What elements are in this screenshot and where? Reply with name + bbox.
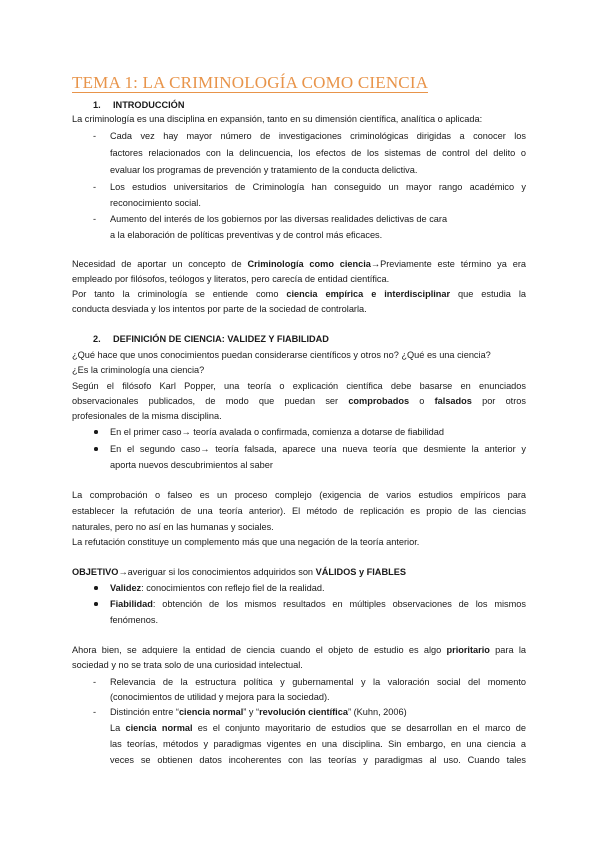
bullet-dot [94, 430, 98, 434]
relevancia-line-1: Relevancia de la estructura política y gubernamental y la valoración social del momento [110, 677, 526, 687]
distincion-line: Distinción entre “ciencia normal” y “revolución científica” (Kuhn, 2006) [110, 707, 407, 717]
ciencia-normal-line-3: veces se obtienen datos incoherentes con las teorías y paradigmas al uso. Cuando tales [110, 755, 526, 765]
section-2-heading [93, 334, 329, 344]
section-2-number: 2. [93, 334, 101, 344]
ciencia-normal-line-1: La ciencia normal es el conjunto mayoritario de estudios que se desarrollan en el marco de [110, 723, 526, 733]
section-1-title: INTRODUCCIÓN [113, 100, 185, 110]
question-line-1: ¿Qué hace que unos conocimientos puedan considerarse científicos y otros no? ¿Qué es una ciencia? [72, 350, 491, 360]
ahora-line-2: sociedad y no se trata solo de una curiosidad intelectual. [72, 660, 303, 670]
relevancia-line-2: (conocimientos de utilidad y mejora para la sociedad). [110, 692, 330, 702]
case-2-line-2: aporta nuevos descubrimientos al saber [110, 460, 273, 470]
case-2-line-1: En el segundo caso→ teoría falsada, aparece una nueva teoría que desmiente la anterior y [110, 444, 526, 454]
comprobacion-line-4: La refutación constituye un complemento más que una negación de la teoría anterior. [72, 537, 420, 547]
bullet-1-line-2: factores relacionados con la delincuencia, los efectos de los sistemas de control del delito o [110, 148, 526, 158]
bullet-dot [94, 602, 98, 606]
comprobacion-line-3: naturales, pero no así en las humanas y sociales. [72, 522, 274, 532]
bullet-1-line-1: Cada vez hay mayor número de investigaciones criminológicas dirigidas a conocer los [110, 131, 526, 141]
fiabilidad-line-2: fenómenos. [110, 615, 159, 625]
bullet-2-line-2: reconocimiento social. [110, 198, 201, 208]
section-1-number: 1. [93, 100, 101, 110]
bullet-1-line-3: evaluar los programas de prevención y tratamiento de la conducta delictiva. [110, 165, 418, 175]
paragraph-2-line-4: conducta desviada y los intentos por parte de la sociedad de controlarla. [72, 304, 367, 314]
case-1-line: En el primer caso→ teoría avalada o confirmada, comienza a dotarse de fiabilidad [110, 427, 444, 437]
bullet-3-line-1: Aumento del interés de los gobiernos por las diversas realidades delictivas de cara [110, 214, 448, 224]
comprobacion-line-1: La comprobación o falseo es un proceso complejo (exigencia de varios estudios empíricos para [72, 490, 526, 500]
validez-line: Validez: conocimientos con reflejo fiel de la realidad. [110, 583, 325, 593]
bullet-3-line-2: a la elaboración de políticas preventivas y de control más eficaces. [110, 230, 383, 240]
intro-line: La criminología es una disciplina en expansión, tanto en su dimensión científica, analítica o aplicada: [72, 114, 483, 124]
dash-marker: - [93, 214, 97, 224]
fiabilidad-line-1: Fiabilidad: obtención de los mismos resultados en múltiples observaciones de los mismos [110, 599, 526, 609]
ciencia-normal-line-2: las teorías, métodos y paradigmas vigentes en una disciplina. Sin embargo, en una ciencia a [110, 739, 526, 749]
paragraph-2-line-1: Necesidad de aportar un concepto de Criminología como ciencia→Previamente este término ya era [72, 259, 526, 269]
bullet-dot [94, 447, 98, 451]
comprobacion-line-2: establecer la refutación de una teoría anterior). El método de replicación es propio de las ciencias [72, 506, 526, 516]
dash-marker: - [93, 131, 97, 141]
dash-marker: - [93, 707, 97, 717]
document-title: TEMA 1: LA CRIMINOLOGÍA COMO CIENCIA [72, 73, 429, 92]
popper-line-1: Según el filósofo Karl Popper, una teoría o explicación científica debe basarse en enunciados [72, 381, 526, 391]
paragraph-2-line-2: empleado por filósofos, teólogos y literatos, pero carecía de entidad científica. [72, 274, 390, 284]
question-line-2: ¿Es la criminología una ciencia? [72, 365, 205, 375]
popper-line-3: profesionales de la misma disciplina. [72, 411, 222, 421]
ahora-line-1: Ahora bien, se adquiere la entidad de ciencia cuando el objeto de estudio es algo prioritario para la [72, 645, 526, 655]
bullet-dot [94, 586, 98, 590]
dash-marker: - [93, 677, 97, 687]
paragraph-2-line-3: Por tanto la criminología se entiende como ciencia empírica e interdisciplinar que estudia la [72, 289, 526, 299]
section-2-title: DEFINICIÓN DE CIENCIA: VALIDEZ Y FIABILIDAD [113, 334, 329, 344]
objetivo-line: OBJETIVO→averiguar si los conocimientos adquiridos son VÁLIDOS y FIABLES [72, 567, 406, 577]
popper-line-2: observacionales publicados, de modo que puedan ser comprobados o falsados por otros [72, 396, 526, 406]
section-1-heading [93, 100, 184, 110]
dash-marker: - [93, 182, 97, 192]
bullet-2-line-1: Los estudios universitarios de Criminología han conseguido un mayor rango académico y [110, 182, 526, 192]
